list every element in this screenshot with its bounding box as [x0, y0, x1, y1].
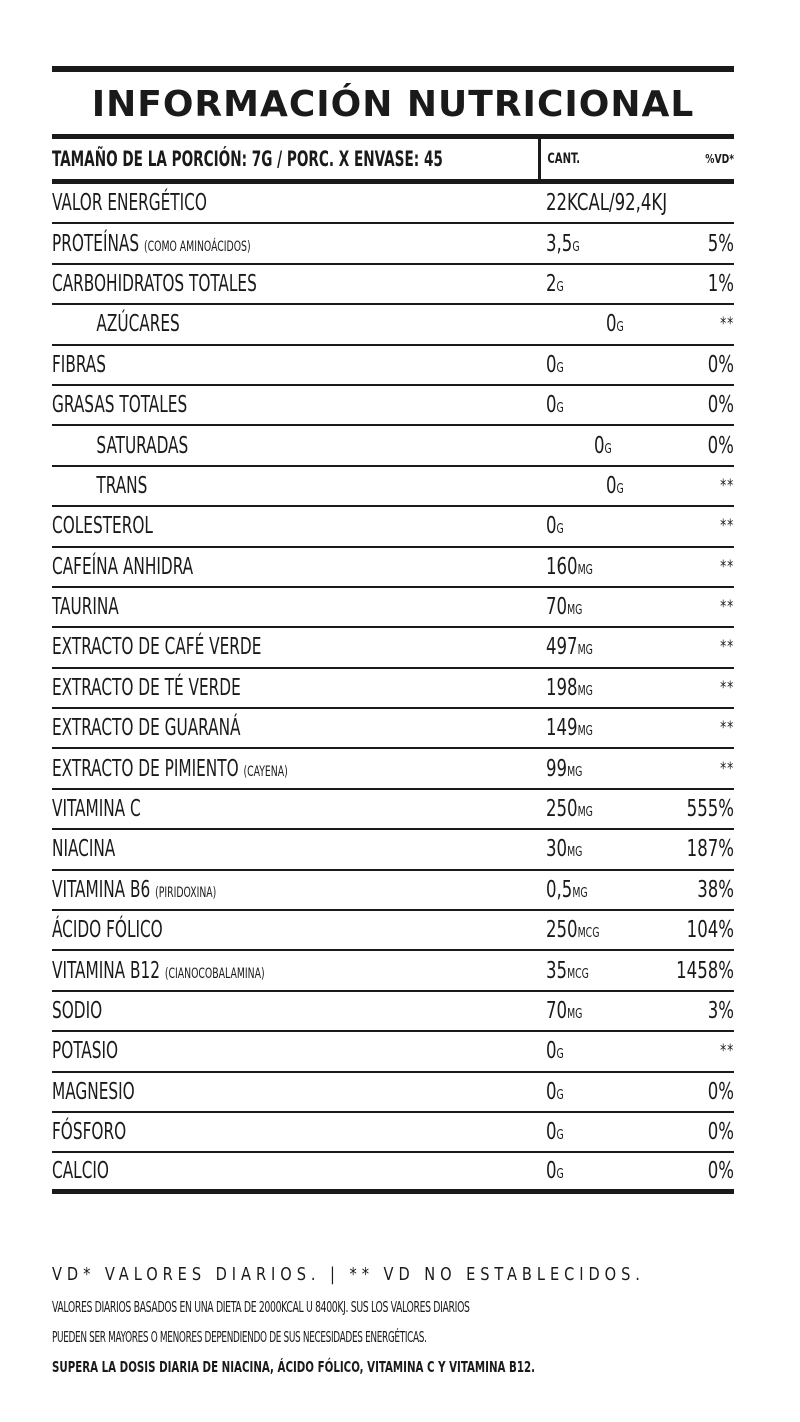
amount-value: 250: [546, 917, 578, 944]
amount-value: 0: [546, 351, 557, 378]
header-row: [52, 139, 734, 184]
nutrient-label: CARBOHIDRATOS TOTALES: [52, 270, 257, 297]
nutrient-vd: **: [720, 637, 734, 658]
nutrient-name: [52, 958, 418, 984]
nutrient-label: EXTRACTO DE CAFÉ VERDE: [52, 634, 262, 661]
amount-unit: MG: [577, 562, 593, 578]
nutrient-amount: [546, 756, 634, 782]
nutrient-vd: **: [720, 677, 734, 698]
amount-unit: G: [556, 1167, 564, 1183]
nutrient-vd: 38%: [697, 876, 734, 903]
nutrient-label: GRASAS TOTALES: [52, 392, 188, 419]
nutrient-amount: [546, 634, 634, 660]
nutrient-vd: **: [720, 516, 734, 537]
nutrient-amount: [594, 433, 680, 459]
nutrient-name: [52, 352, 418, 378]
nutrient-amount: [546, 392, 634, 418]
amount-value: 198: [546, 674, 578, 701]
nutrient-amount: [546, 958, 634, 984]
nutrient-label: MAGNESIO: [52, 1078, 135, 1105]
nutrient-vd: **: [720, 556, 734, 577]
nutrient-vd: **: [720, 475, 734, 496]
nutrient-vd: 104%: [686, 917, 734, 944]
nutrient-name: [52, 513, 418, 539]
amount-value: 0: [546, 513, 557, 540]
amount-value: 497: [546, 634, 578, 661]
nutrient-label: AZÚCARES: [96, 311, 180, 338]
nutrient-row: [52, 1153, 734, 1193]
nutrient-row: [52, 749, 734, 789]
footer-legend: VD* VALORES DIARIOS. | ** VD NO ESTABLECIDOS.: [52, 1264, 645, 1285]
nutrient-row: [52, 790, 734, 830]
nutrient-row: [52, 830, 734, 870]
nutrient-vd: 1458%: [676, 957, 734, 984]
amount-value: 0: [546, 392, 557, 419]
nutrient-name: [52, 1038, 418, 1064]
footer-line-2: VALORES DIARIOS BASADOS EN UNA DIETA DE 2000KCAL U 8400KJ. SUS LOS VALORES DIARIOS: [52, 1298, 470, 1316]
nutrient-vd: 0%: [707, 1119, 734, 1146]
amount-unit: G: [556, 279, 564, 295]
nutrient-note: (COMO AMINOÁCIDOS): [143, 238, 251, 255]
nutrient-row: [52, 548, 734, 588]
nutrient-row: [52, 265, 734, 305]
nutrient-amount: [546, 796, 634, 822]
amount-unit: G: [616, 320, 624, 336]
nutrient-amount: [606, 311, 694, 337]
nutrient-row: [52, 224, 734, 264]
nutrient-name: [52, 311, 462, 337]
amount-value: 0: [546, 1038, 557, 1065]
nutrient-amount: [546, 271, 634, 297]
amount-unit: G: [556, 360, 564, 376]
amount-header: CANT.: [547, 151, 581, 167]
nutrient-name: [52, 634, 418, 660]
nutrient-amount: [546, 675, 634, 701]
amount-value: 0: [606, 472, 617, 499]
nutrient-amount: [546, 917, 634, 943]
amount-value: 149: [546, 715, 578, 742]
serving-size: TAMAÑO DE LA PORCIÓN: 7G / PORC. X ENVASE: 45: [52, 147, 443, 171]
amount-value: 0: [593, 432, 605, 459]
nutrient-name: [52, 715, 418, 741]
nutrient-row: [52, 305, 734, 345]
nutrient-label: FÓSFORO: [52, 1119, 127, 1146]
nutrient-vd: 0%: [707, 432, 734, 459]
amount-value: 160: [546, 553, 578, 580]
nutrient-amount: [606, 473, 694, 499]
nutrient-vd: **: [720, 314, 734, 335]
nutrient-row: [52, 386, 734, 426]
vd-header: %VD*: [705, 152, 734, 166]
nutrient-vd: 0%: [707, 1078, 734, 1105]
nutrient-vd: 0%: [707, 392, 734, 419]
nutrient-row: [52, 1073, 734, 1113]
nutrient-label: CAFEÍNA ANHIDRA: [52, 553, 194, 580]
nutrient-name: [52, 473, 462, 499]
nutrient-amount: [546, 998, 634, 1024]
nutrient-note: (CIANOCOBALAMINA): [164, 965, 265, 982]
nutrient-name: [52, 554, 418, 580]
nutrient-label: EXTRACTO DE GUARANÁ: [52, 715, 241, 742]
nutrient-label: ÁCIDO FÓLICO: [52, 917, 163, 944]
nutrient-name: [52, 271, 418, 297]
nutrient-label: VITAMINA B12: [52, 957, 160, 984]
nutrient-name: [52, 998, 418, 1024]
amount-unit: MG: [567, 1007, 583, 1022]
nutrient-label: VITAMINA C: [52, 796, 141, 823]
nutrient-amount: [546, 877, 634, 903]
nutrient-label: FIBRAS: [52, 351, 106, 378]
nutrient-amount: [546, 1079, 634, 1105]
amount-value: 0: [546, 1119, 557, 1146]
nutrient-label: SATURADAS: [96, 432, 189, 459]
nutrient-name: [52, 1158, 418, 1184]
nutrient-vd: 1%: [707, 270, 734, 297]
amount-unit: G: [572, 239, 580, 255]
nutrient-row: [52, 992, 734, 1032]
nutrient-row: [52, 871, 734, 911]
nutrient-label: POTASIO: [52, 1038, 119, 1065]
amount-unit: G: [616, 481, 624, 497]
footer-line-3: PUEDEN SER MAYORES O MENORES DEPENDIENDO DE SUS NECESIDADES ENERGÉTICAS.: [52, 1328, 427, 1346]
amount-value: 0: [546, 1158, 557, 1185]
amount-unit: MCG: [577, 926, 600, 942]
nutrient-label: VITAMINA B6: [52, 876, 151, 903]
amount-unit: MG: [567, 764, 583, 780]
nutrient-vd: 0%: [707, 1158, 734, 1185]
amount-value: 35: [546, 957, 568, 984]
nutrient-label: NIACINA: [52, 836, 116, 863]
nutrient-label: PROTEÍNAS: [52, 230, 140, 257]
amount-value: 3,5: [546, 230, 573, 257]
nutrient-name: [52, 877, 418, 903]
amount-value: 2: [546, 270, 557, 297]
nutrient-label: COLESTEROL: [52, 513, 153, 540]
amount-unit: MG: [567, 603, 583, 619]
amount-value: 70: [546, 594, 568, 621]
nutrient-row: [52, 669, 734, 709]
amount-value: 99: [546, 755, 568, 782]
nutrient-row: [52, 426, 734, 466]
nutrient-amount: [546, 554, 634, 580]
amount-unit: MG: [567, 845, 583, 861]
nutrient-label: TAURINA: [52, 594, 119, 621]
nutrient-amount: [546, 231, 634, 257]
nutrient-amount: [546, 594, 634, 620]
nutrient-name: [52, 756, 418, 782]
nutrient-row: [52, 588, 734, 628]
nutrient-row: [52, 346, 734, 386]
nutrient-name: [52, 836, 418, 862]
nutrient-row: [52, 709, 734, 749]
nutrient-vd: **: [720, 1041, 734, 1062]
amount-unit: MG: [577, 724, 593, 740]
nutrient-amount: [546, 715, 634, 741]
nutrient-amount: [546, 1038, 634, 1064]
nutrient-label: EXTRACTO DE TÉ VERDE: [52, 674, 241, 701]
nutrient-name: [52, 675, 418, 701]
nutrient-vd: 3%: [707, 998, 734, 1024]
nutrient-label: EXTRACTO DE PIMIENTO: [52, 755, 239, 782]
nutrient-row: [52, 911, 734, 951]
nutrient-row: [52, 467, 734, 507]
nutrient-amount: [546, 836, 634, 862]
nutrient-name: [52, 594, 418, 620]
amount-unit: G: [556, 1047, 564, 1063]
nutrient-row: [52, 1032, 734, 1072]
energy-value: 22KCAL/92,4KJ: [546, 190, 668, 217]
amount-unit: G: [556, 1087, 564, 1103]
nutrient-amount: [546, 1158, 634, 1184]
nutrient-rows: [52, 224, 734, 1193]
nutrient-amount: [546, 352, 634, 378]
nutrient-name: [52, 1079, 418, 1105]
amount-value: 0,5: [546, 876, 573, 903]
amount-unit: MG: [577, 683, 593, 699]
nutrient-row: [52, 951, 734, 991]
nutrient-label: TRANS: [96, 472, 148, 499]
nutrient-vd: 555%: [686, 796, 734, 823]
amount-unit: G: [556, 401, 564, 417]
nutrient-name: [52, 433, 453, 459]
amount-unit: G: [556, 1128, 564, 1144]
nutrient-name: [52, 392, 418, 418]
panel-title: INFORMACIÓN NUTRICIONAL: [52, 72, 734, 139]
nutrient-vd: **: [720, 758, 734, 779]
nutrient-name: [52, 1119, 418, 1145]
amount-value: 0: [546, 1078, 557, 1105]
nutrient-row: [52, 1113, 734, 1153]
nutrient-vd: 0%: [707, 351, 734, 378]
amount-unit: MG: [577, 643, 593, 659]
amount-unit: MG: [572, 885, 588, 901]
amount-unit: G: [556, 522, 564, 538]
amount-value: 250: [546, 796, 578, 823]
nutrient-name: [52, 796, 418, 822]
nutrient-label: CALCIO: [52, 1158, 109, 1185]
nutrient-vd: 5%: [707, 230, 734, 257]
nutrient-vd: **: [720, 718, 734, 739]
nutrition-facts-panel: [52, 66, 734, 1194]
nutrient-label: SODIO: [52, 998, 103, 1024]
nutrient-vd: **: [720, 597, 734, 618]
nutrient-name: [52, 231, 418, 257]
footer-warning: SUPERA LA DOSIS DIARIA DE NIACINA, ÁCIDO FÓLICO, VITAMINA C Y VITAMINA B12.: [52, 1358, 536, 1376]
amount-unit: G: [604, 441, 612, 457]
nutrient-amount: [546, 1119, 634, 1145]
amount-value: 70: [546, 998, 568, 1024]
nutrient-note: (CAYENA): [243, 763, 288, 780]
footer-notes: [52, 1264, 734, 1382]
nutrient-note: (PIRIDOXINA): [155, 884, 217, 901]
amount-unit: MCG: [567, 966, 589, 982]
amount-value: 30: [546, 836, 568, 863]
nutrient-vd: 187%: [686, 836, 734, 863]
nutrient-amount: [546, 513, 634, 539]
nutrient-row: [52, 628, 734, 668]
nutrient-name: [52, 917, 418, 943]
nutrient-row: [52, 507, 734, 547]
energy-label: VALOR ENERGÉTICO: [52, 190, 207, 217]
amount-value: 0: [606, 311, 617, 338]
amount-unit: MG: [577, 805, 593, 821]
energy-row: [52, 184, 734, 224]
